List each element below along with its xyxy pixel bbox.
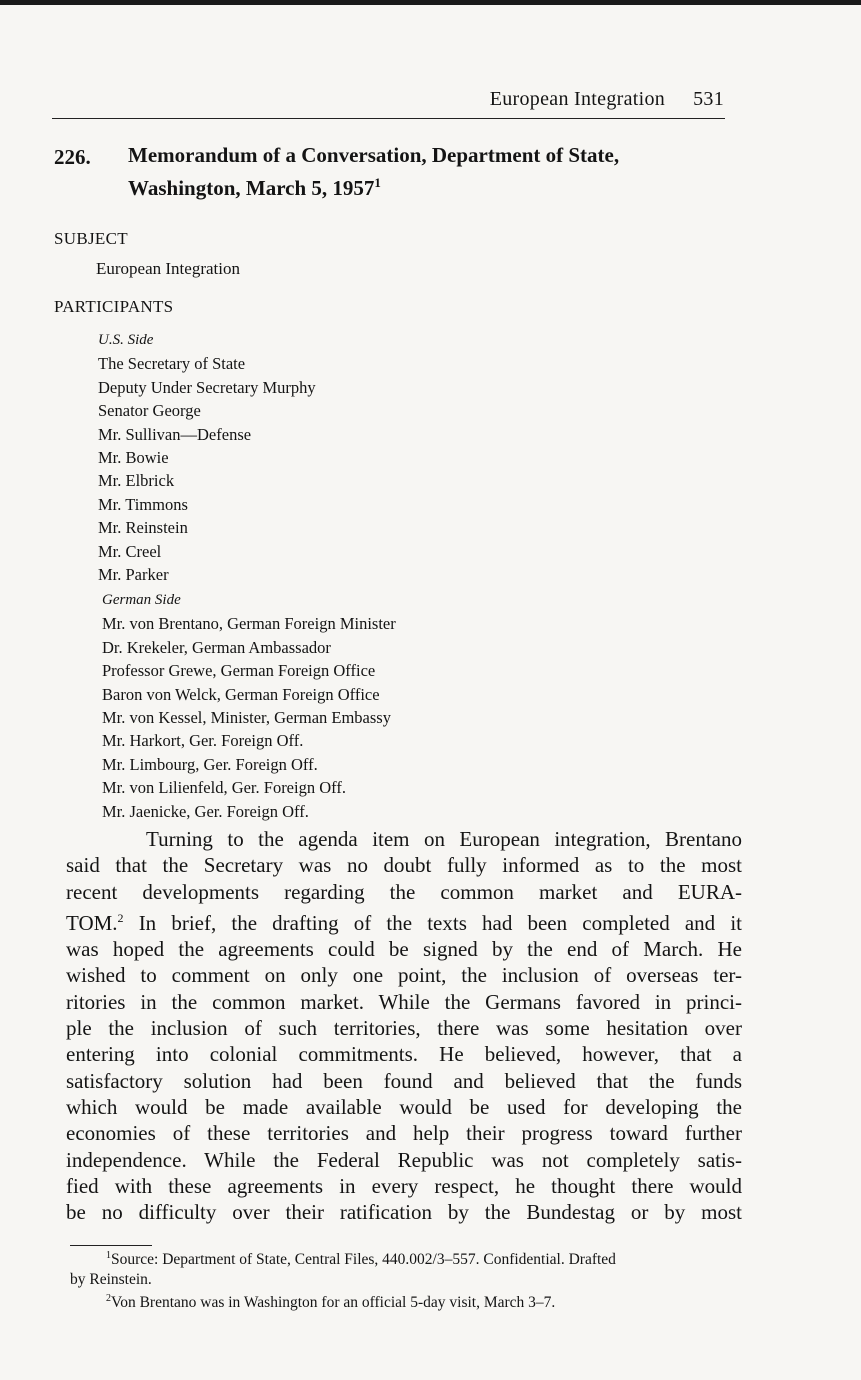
list-item: Professor Grewe, German Foreign Office [102, 661, 376, 681]
list-item: Deputy Under Secretary Murphy [98, 377, 316, 397]
body-line: fied with these agreements in every respect, he thought there would [66, 1173, 742, 1198]
footnote-1-continued: by Reinstein. [70, 1270, 152, 1288]
subject-text: European Integration [96, 259, 240, 278]
body-line: Turning to the agenda item on European integration, Brentano [146, 827, 742, 851]
document-number: 226. [54, 145, 91, 169]
list-item: Baron von Welck, German Foreign Office [102, 684, 380, 704]
footnote-2 [70, 1289, 742, 1313]
german-side-list [102, 589, 396, 823]
list-item: Dr. Krekeler, German Ambassador [102, 637, 331, 657]
subject-label: SUBJECT [54, 229, 128, 248]
list-item: Mr. Sullivan—Defense [98, 424, 252, 444]
body-paragraph [66, 826, 742, 1225]
list-item: Mr. Jaenicke, Ger. Foreign Off. [102, 801, 309, 821]
footnote-1-text: Source: Department of State, Central Files, 440.002/3–557. Confidential. Drafted [111, 1251, 616, 1269]
footnote-ref-2: 2 [117, 910, 124, 925]
page-number: 531 [693, 88, 724, 110]
list-item: Mr. Elbrick [98, 471, 175, 491]
body-line: independence. While the Federal Republic was not completely satis- [66, 1147, 742, 1172]
list-item: Mr. Harkort, Ger. Foreign Off. [102, 731, 304, 751]
body-line: satisfactory solution had been found and believed that the funds [66, 1068, 742, 1093]
participants-label: PARTICIPANTS [54, 297, 174, 316]
running-head [60, 88, 724, 111]
document-title [128, 141, 738, 202]
list-item: Mr. Parker [98, 565, 169, 585]
body-line: was hoped the agreements could be signed by the end of March. He [66, 937, 742, 962]
document-title-line-2-text: Washington, March 5, 1957 [128, 176, 375, 200]
us-side-heading: U.S. Side [98, 332, 154, 348]
list-item: Mr. von Brentano, German Foreign Minister [102, 614, 396, 634]
body-line: recent developments regarding the common market and EURA- [66, 879, 742, 904]
list-item: Mr. von Lilienfeld, Ger. Foreign Off. [102, 778, 346, 798]
list-item: Mr. Timmons [98, 494, 188, 514]
body-line [66, 905, 742, 936]
list-item: Senator George [98, 401, 201, 421]
list-item: Mr. Bowie [98, 448, 169, 468]
list-item: Mr. von Kessel, Minister, German Embassy [102, 708, 391, 728]
body-line: economies of these territories and help their progress toward further [66, 1121, 742, 1146]
footnote-ref-1: 1 [374, 175, 381, 190]
running-head-title: European Integration [489, 88, 666, 110]
body-line: which would be made available would be used for developing the [66, 1094, 742, 1119]
body-line: ple the inclusion of such territories, there was some hesitation over [66, 1016, 742, 1041]
us-side-list [98, 329, 316, 586]
body-line: ritories in the common market. While the Germans favored in princi- [66, 989, 742, 1014]
body-line: wished to comment on only one point, the inclusion of overseas ter- [66, 963, 742, 988]
body-line-text: In brief, the drafting of the texts had been completed and it [123, 910, 742, 935]
page-top-edge [0, 0, 861, 5]
body-line: said that the Secretary was no doubt fully informed as to the most [66, 853, 742, 878]
footnote-2-text: Von Brentano was in Washington for an official 5-day visit, March 3–7. [111, 1294, 556, 1312]
footnote-1-mark: 1 [106, 1250, 111, 1261]
document-title-line-2 [128, 169, 738, 202]
footnote-1 [70, 1246, 742, 1270]
header-rule [52, 118, 725, 119]
footnote-2-mark: 2 [106, 1293, 111, 1305]
german-side-heading: German Side [102, 592, 181, 608]
list-item: The Secretary of State [98, 354, 246, 374]
document-title-line-1: Memorandum of a Conversation, Department of State, [128, 143, 620, 167]
list-item: Mr. Creel [98, 541, 162, 561]
list-item: Mr. Reinstein [98, 518, 188, 538]
body-line: be no difficulty over their ratification by the Bundestag or by most [66, 1200, 742, 1225]
footnotes [70, 1246, 742, 1313]
list-item: Mr. Limbourg, Ger. Foreign Off. [102, 754, 318, 774]
body-line: entering into colonial commitments. He believed, however, that a [66, 1042, 742, 1067]
body-line-text: TOM. [66, 910, 118, 935]
